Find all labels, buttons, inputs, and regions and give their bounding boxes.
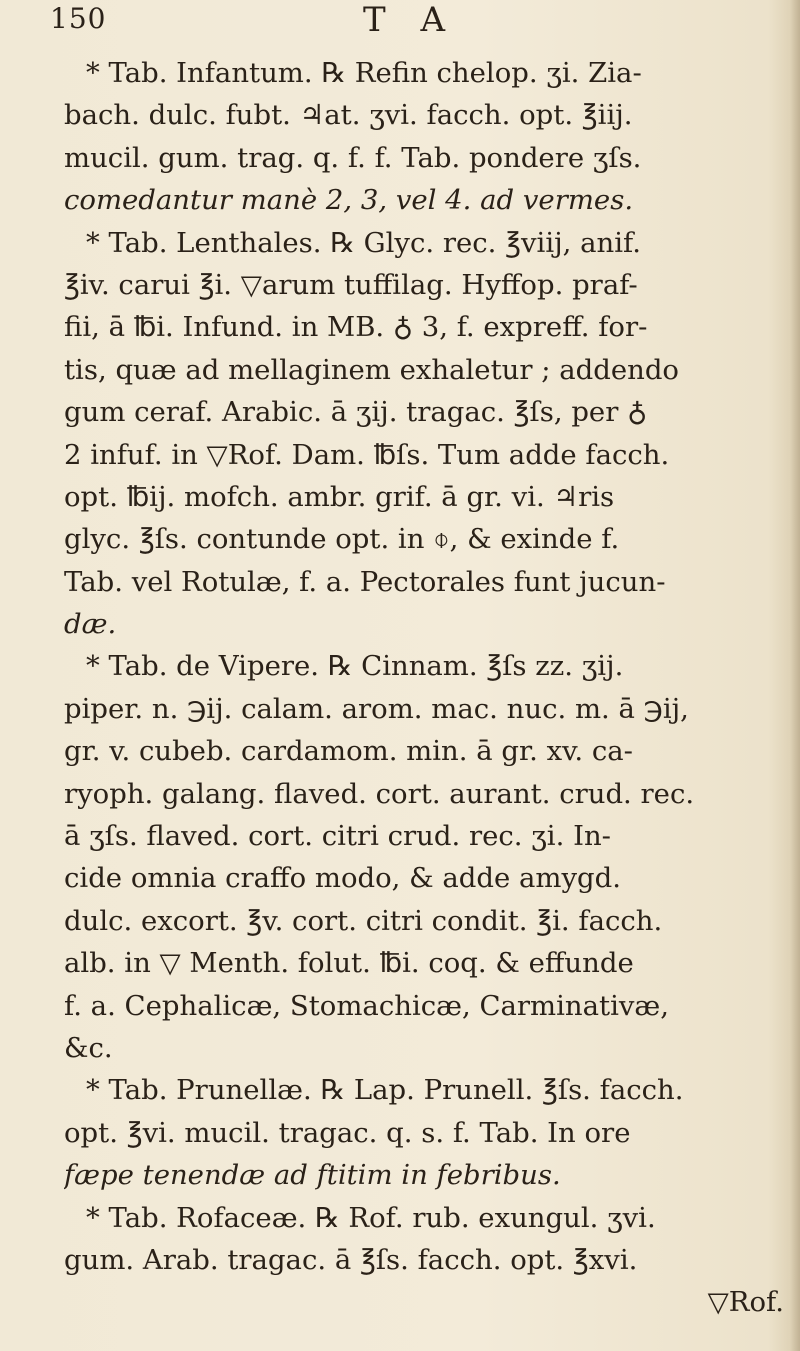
text-line: gum. Arab. tragac. ā ℥ſs. facch. opt. ℥xvi. xyxy=(64,1243,638,1276)
text-line: * Tab. de Vipere. ℞ Cinnam. ℥ſs zz. ʒij. xyxy=(86,650,624,683)
text-line: gr. v. cubeb. cardamom. min. ā gr. xv. ca- xyxy=(64,735,633,768)
text-line: alb. in ▽ Menth. folut. ℔i. coq. & effunde xyxy=(64,947,634,980)
text-line: dæ. xyxy=(64,608,117,641)
text-line: bach. dulc. fubt. ♃at. ʒvi. facch. opt. ℥iij. xyxy=(64,99,633,132)
page-edge-shadow xyxy=(790,0,800,1351)
text-line: opt. ℥vi. mucil. tragac. q. s. f. Tab. In ore xyxy=(64,1116,631,1149)
text-line: * Tab. Infantum. ℞ Refin chelop. ʒi. Zia- xyxy=(86,57,642,89)
text-line: fii, ā ℔i. Infund. in MB. ♁ 3, f. expreff. for- xyxy=(64,311,648,344)
text-line: f. a. Cephalicæ, Stomachicæ, Carminativæ, xyxy=(64,989,669,1022)
text-line: opt. ℔ij. mofch. ambr. grif. ā gr. vi. ♃ris xyxy=(64,480,615,513)
text-line: mucil. gum. trag. q. f. f. Tab. pondere ʒſs. xyxy=(64,141,642,174)
text-line: * Tab. Prunellæ. ℞ Lap. Prunell. ℥ſs. facch. xyxy=(86,1074,684,1107)
text-line: cide omnia craffo modo, & adde amygd. xyxy=(64,862,621,895)
text-line: * Tab. Rofaceæ. ℞ Rof. rub. exungul. ʒvi. xyxy=(86,1201,656,1234)
text-line: glyc. ℥ſs. contunde opt. in ⌽, & exinde f. xyxy=(64,523,620,556)
catchword: ▽Rof. xyxy=(707,1286,784,1319)
page-number: 150 xyxy=(50,2,107,35)
text-line: &c. xyxy=(64,1031,113,1064)
text-line: ryoph. galang. flaved. cort. aurant. crud. rec. xyxy=(64,777,695,810)
text-line: Tab. vel Rotulæ, f. a. Pectorales funt jucun- xyxy=(64,565,666,598)
text-line: * Tab. Lenthales. ℞ Glyc. rec. ℥viij, anif. xyxy=(86,226,641,259)
text-line: 2 infuf. in ▽Rof. Dam. ℔ſs. Tum adde facch. xyxy=(64,438,670,471)
text-line: dulc. excort. ℥v. cort. citri condit. ℥i. facch. xyxy=(64,904,663,937)
text-line: comedantur manè 2, 3, vel 4. ad vermes. xyxy=(64,184,634,217)
page-body xyxy=(64,52,784,1324)
page-header xyxy=(0,0,800,40)
text-line: piper. n. ℈ij. calam. arom. mac. nuc. m. ā ℈ij, xyxy=(64,692,689,725)
text-line: ℥iv. carui ℥i. ▽arum tuffilag. Hyffop. praf- xyxy=(64,268,638,301)
text-line: ā ʒſs. flaved. cort. citri crud. rec. ʒi. In- xyxy=(64,820,611,853)
text-line: fæpe tenendæ ad ftitim in febribus. xyxy=(64,1159,561,1192)
running-head: T A xyxy=(363,0,458,40)
text-line: tis, quæ ad mellaginem exhaletur ; addendo xyxy=(64,353,679,386)
text-line: gum ceraf. Arabic. ā ʒij. tragac. ℥ſs, per ♁ xyxy=(64,396,648,429)
